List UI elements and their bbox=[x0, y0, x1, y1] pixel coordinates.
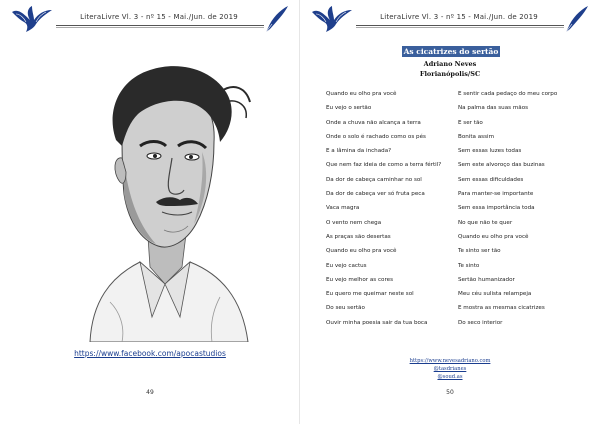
verse-line: O vento nem chega bbox=[326, 219, 382, 226]
quill-pen-icon bbox=[562, 4, 590, 34]
verse-line: Eu vejo cactus bbox=[326, 262, 367, 269]
verse-line: Na palma das suas mãos bbox=[458, 105, 529, 112]
page-number-right: 50 bbox=[446, 389, 454, 396]
verse-line: Onde a chuva não alcança a terra bbox=[326, 119, 421, 126]
verse-line: Sem essas dificuldades bbox=[458, 176, 524, 183]
verse-line: Onde o solo é rachado como os pés bbox=[326, 133, 426, 140]
header-title: LiteraLivre Vl. 3 - nº 15 - Mai./Jun. de 2019 bbox=[80, 13, 238, 21]
facebook-link[interactable]: https://www.facebook.com/apocastudios bbox=[74, 349, 226, 358]
verse-line: Eu vejo o sertão bbox=[326, 105, 372, 112]
verse-line: Para manter-se importante bbox=[458, 191, 534, 198]
header-title: LiteraLivre Vl. 3 - nº 15 - Mai./Jun. de 2019 bbox=[380, 13, 538, 21]
right-page-header bbox=[310, 4, 590, 34]
verse-line: Eu vejo melhor as cores bbox=[326, 276, 394, 283]
verse-line: Da dor de cabeça caminhar no sol bbox=[326, 176, 422, 183]
verse-line: E a lâmina da inchada? bbox=[326, 148, 392, 155]
poem-column-2 bbox=[458, 91, 593, 334]
author-social-link[interactable]: @soud.as bbox=[437, 374, 463, 380]
verse-line: Te sinto bbox=[458, 262, 480, 269]
quill-pen-icon bbox=[262, 4, 290, 34]
verse-line: Do seu sertão bbox=[326, 305, 365, 312]
header-rule bbox=[56, 25, 264, 26]
verse-line: Meu céu sulista relampeja bbox=[458, 291, 532, 298]
verse-line: E ser tão bbox=[458, 119, 483, 126]
right-page bbox=[300, 0, 600, 424]
verse-line: Do seco interior bbox=[458, 319, 503, 326]
verse-line: Quando eu olho pra você bbox=[458, 233, 529, 240]
verse-line: Sem essas luzes todas bbox=[458, 148, 522, 155]
header-rule-secondary bbox=[56, 27, 264, 28]
poem-column-1 bbox=[326, 91, 454, 334]
verse-line: Te sinto ser tão bbox=[458, 248, 501, 255]
left-page-header bbox=[10, 4, 290, 34]
author-social-link[interactable]: @tasdrianes bbox=[433, 366, 467, 372]
verse-line: Quando eu olho pra você bbox=[326, 248, 397, 255]
header-rule-secondary bbox=[356, 27, 564, 28]
poem-author: Adriano Neves bbox=[423, 60, 477, 68]
verse-line: Sem essa importância toda bbox=[458, 205, 535, 212]
verse-line: Da dor de cabeça ver só fruta peca bbox=[326, 191, 425, 198]
header-rule bbox=[356, 25, 564, 26]
author-website-link[interactable]: https://www.nevesadriano.com bbox=[409, 358, 491, 364]
poem-city: Florianópolis/SC bbox=[419, 70, 481, 78]
man-portrait-illustration bbox=[70, 62, 260, 342]
verse-line: As praças são desertas bbox=[326, 233, 391, 240]
page-number-left: 49 bbox=[146, 389, 154, 396]
verse-line: E sentir cada pedaço do meu corpo bbox=[458, 91, 558, 97]
verse-line: Sertão humanizador bbox=[458, 276, 515, 283]
verse-line: Quando eu olho pra você bbox=[326, 91, 397, 97]
eagle-logo-icon bbox=[10, 4, 54, 34]
verse-line: E mostra as mesmas cicatrizes bbox=[458, 305, 545, 312]
verse-line: Bonita assim bbox=[458, 133, 495, 140]
poem-title: As cicatrizes do sertão bbox=[403, 47, 499, 56]
verse-line: Eu quero me queimar neste sol bbox=[326, 291, 414, 298]
verse-line: No que não te quer bbox=[458, 219, 513, 226]
verse-line: Vaca magra bbox=[326, 205, 360, 212]
verse-line: Que nem faz ideia de como a terra fértil? bbox=[326, 162, 442, 169]
verse-line: Ouvir minha poesia sair da tua boca bbox=[326, 319, 428, 326]
eagle-logo-icon bbox=[310, 4, 354, 34]
verse-line: Sem este alvoroço das buzinas bbox=[458, 162, 545, 169]
